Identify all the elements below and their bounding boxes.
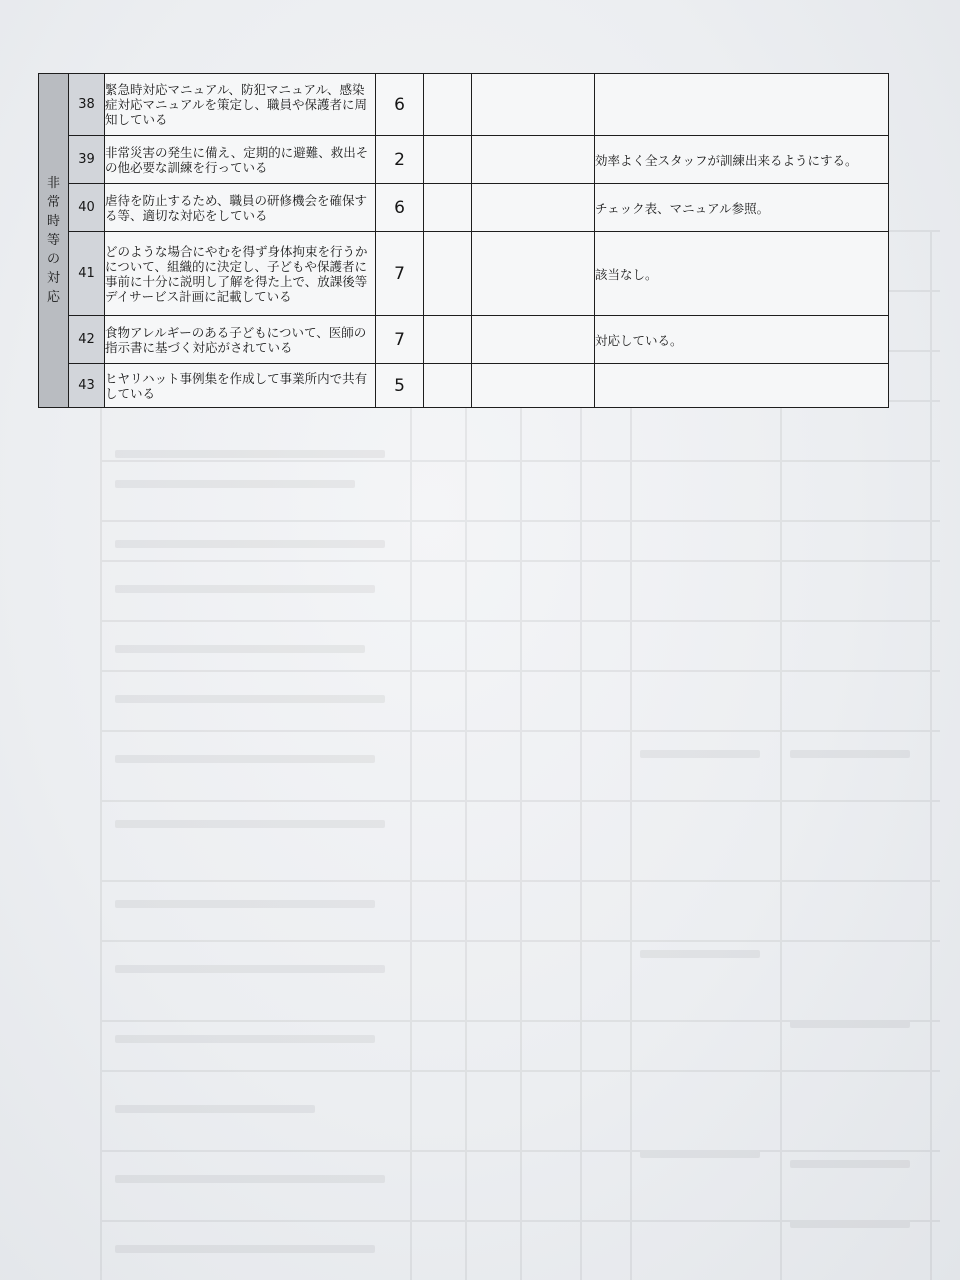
table-row	[39, 136, 889, 184]
evaluation-table	[38, 73, 889, 408]
item-number: 38	[69, 74, 105, 136]
score-cell: 6	[376, 184, 424, 232]
item-text: ヒヤリハット事例集を作成して事業所内で共有している	[105, 364, 376, 408]
score-cell: 6	[376, 74, 424, 136]
score-cell: 7	[376, 232, 424, 316]
col3-cell	[472, 316, 595, 364]
note-cell: 該当なし。	[595, 232, 889, 316]
item-number: 41	[69, 232, 105, 316]
score-cell: 7	[376, 316, 424, 364]
item-text: 食物アレルギーのある子どもについて、医師の指示書に基づく対応がされている	[105, 316, 376, 364]
col3-cell	[472, 74, 595, 136]
table-row	[39, 232, 889, 316]
category-label: 非常時等の対応	[46, 176, 60, 305]
col2-cell	[424, 74, 472, 136]
col3-cell	[472, 364, 595, 408]
item-number: 43	[69, 364, 105, 408]
note-cell: チェック表、マニュアル参照。	[595, 184, 889, 232]
col3-cell	[472, 232, 595, 316]
note-cell: 対応している。	[595, 316, 889, 364]
item-text: 緊急時対応マニュアル、防犯マニュアル、感染症対応マニュアルを策定し、職員や保護者に周知している	[105, 74, 376, 136]
table-row	[39, 184, 889, 232]
table-row	[39, 316, 889, 364]
item-text: どのような場合にやむを得ず身体拘束を行うかについて、組織的に決定し、子どもや保護者に事前に十分に説明し了解を得た上で、放課後等デイサービス計画に記載している	[105, 232, 376, 316]
item-number: 39	[69, 136, 105, 184]
col2-cell	[424, 364, 472, 408]
table-row	[39, 364, 889, 408]
score-cell: 5	[376, 364, 424, 408]
col3-cell	[472, 136, 595, 184]
col3-cell	[472, 184, 595, 232]
col2-cell	[424, 136, 472, 184]
col2-cell	[424, 316, 472, 364]
item-text: 非常災害の発生に備え、定期的に避難、救出その他必要な訓練を行っている	[105, 136, 376, 184]
item-number: 40	[69, 184, 105, 232]
table-row	[39, 74, 889, 136]
score-cell: 2	[376, 136, 424, 184]
note-cell: 効率よく全スタッフが訓練出来るようにする。	[595, 136, 889, 184]
item-text: 虐待を防止するため、職員の研修機会を確保する等、適切な対応をしている	[105, 184, 376, 232]
col2-cell	[424, 232, 472, 316]
category-cell	[39, 74, 69, 408]
col2-cell	[424, 184, 472, 232]
note-cell	[595, 74, 889, 136]
item-number: 42	[69, 316, 105, 364]
note-cell	[595, 364, 889, 408]
